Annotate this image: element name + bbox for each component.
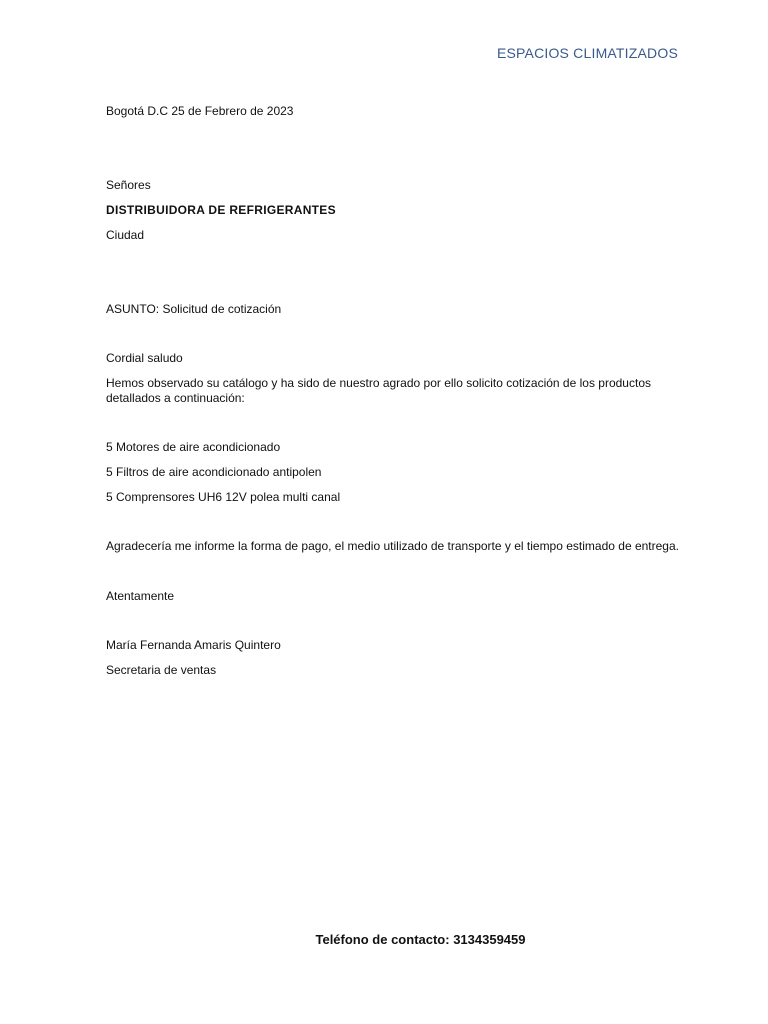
closing: Atentamente: [106, 589, 175, 603]
recipient-title: Señores: [106, 178, 151, 192]
letterhead-company-name: ESPACIOS CLIMATIZADOS: [496, 45, 678, 61]
recipient-company: DISTRIBUIDORA DE REFRIGERANTES: [106, 203, 336, 217]
body-intro-paragraph: Hemos observado su catálogo y ha sido de nuestro agrado por ello solicito cotización de los productos detallados a continuación:: [106, 376, 651, 405]
greeting: Cordial saludo: [106, 351, 183, 365]
date-line: Bogotá D.C 25 de Febrero de 2023: [106, 104, 294, 118]
subject-line: ASUNTO: Solicitud de cotización: [106, 302, 282, 316]
signature-name: María Fernanda Amaris Quintero: [106, 638, 281, 652]
item-line: 5 Filtros de aire acondicionado antipolen: [106, 465, 322, 479]
closing-request-paragraph: Agradecería me informe la forma de pago, el medio utilizado de transporte y el tiempo estimado de entrega.: [106, 539, 679, 553]
signature-role: Secretaria de ventas: [106, 663, 217, 677]
recipient-city: Ciudad: [106, 228, 145, 242]
footer-contact-phone: Teléfono de contacto: 3134359459: [315, 932, 526, 947]
item-line: 5 Motores de aire acondicionado: [106, 440, 281, 454]
item-line: 5 Comprensores UH6 12V polea multi canal: [106, 490, 341, 504]
